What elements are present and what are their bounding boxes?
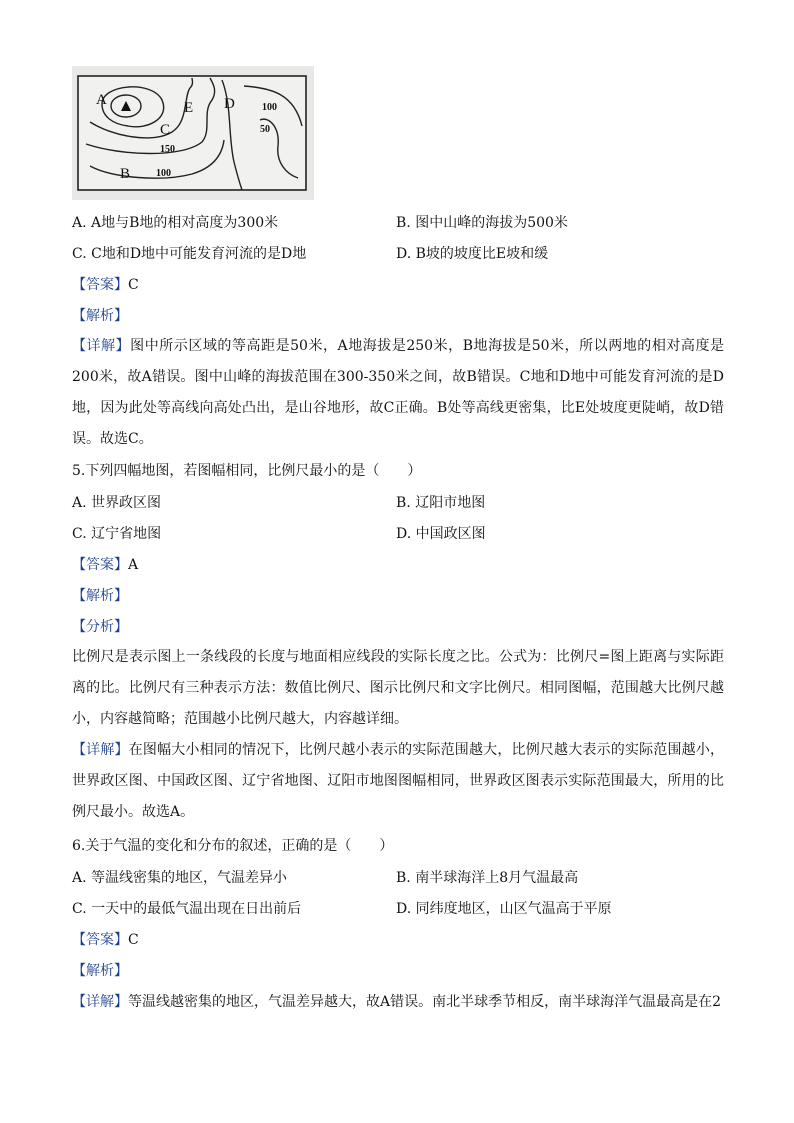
point-label-b: B xyxy=(120,166,131,182)
answer-tag: 【答案】 xyxy=(72,932,128,948)
q6-detail xyxy=(72,993,732,1011)
analysis-tag: 【解析】 xyxy=(72,308,128,324)
point-label-a: A xyxy=(96,92,107,108)
detail-text: 在图幅大小相同的情况下，比例尺越小表示的实际范围越大，比例尺越大表示的实际范围越小，世界政区图、中国政区图、辽宁省地图、辽阳市地图图幅相同，世界政区图表示实际范围最大，所用的比例尺最小。故选A。 xyxy=(72,742,725,820)
q5-detail xyxy=(72,735,724,828)
contour-label-100-left: 100 xyxy=(156,168,171,179)
q6-answer xyxy=(72,931,139,949)
q5-option-a: A. 世界政区图 xyxy=(72,495,162,511)
q4-analysis-tag xyxy=(72,307,128,325)
q6-option-a: A. 等温线密集的地区，气温差异小 xyxy=(72,870,288,886)
q4-option-c: C. C地和D地中可能发育河流的是D地 xyxy=(72,246,307,262)
q4-option-b: B. 图中山峰的海拔为500米 xyxy=(396,215,568,231)
detail-text: 等温线越密集的地区，气温差异越大，故A错误。南北半球季节相反，南半球海洋气温最高是在2 xyxy=(128,994,722,1010)
q5-fenxi: 比例尺是表示图上一条线段的长度与地面相应线段的实际长度之比。公式为：比例尺=图上距离与实际距离的比。比例尺有三种表示方法：数值比例尺、图示比例尺和文字比例尺。相同图幅，范围越大比例尺越小，内容越简略；范围越小比例尺越大，内容越详细。 xyxy=(72,649,724,727)
q6-analysis-tag xyxy=(72,962,128,980)
contour-map-figure xyxy=(72,66,314,200)
q6-option-c: C. 一天中的最低气温出现在日出前后 xyxy=(72,901,302,917)
q5-option-d: D. 中国政区图 xyxy=(396,526,486,542)
q5-analysis-tag xyxy=(72,587,128,605)
answer-tag: 【答案】 xyxy=(72,277,128,293)
answer-value: C xyxy=(128,277,139,293)
analysis-tag: 【解析】 xyxy=(72,588,128,604)
q4-option-d: D. B坡的坡度比E坡和缓 xyxy=(396,246,549,262)
detail-tag: 【详解】 xyxy=(72,338,131,354)
q5-fenxi-tag xyxy=(72,618,128,636)
answer-value: C xyxy=(128,932,139,948)
q5-option-b: B. 辽阳市地图 xyxy=(396,495,486,511)
q4-answer xyxy=(72,276,139,294)
fenxi-tag: 【分析】 xyxy=(72,619,128,635)
q6-option-d: D. 同纬度地区，山区气温高于平原 xyxy=(396,901,612,917)
q5-option-c: C. 辽宁省地图 xyxy=(72,526,162,542)
q5-question: 5.下列四幅地图，若图幅相同，比例尺最小的是（ ） xyxy=(72,463,422,479)
q5-answer xyxy=(72,556,138,574)
contour-label-100-right: 100 xyxy=(262,102,277,113)
detail-text: 图中所示区域的等高距是50米，A地海拔是250米，B地海拔是50米，所以两地的相对高度是200米，故A错误。图中山峰的海拔范围在300-350米之间，故B错误。C地和D地中可能发育河流的是D地，因为此处等高线向高处凸出，是山谷地形，故C正确。B处等高线更密集，比E处坡度更陡峭，故D错误。故选C。 xyxy=(72,338,725,447)
contour-label-50: 50 xyxy=(260,124,270,135)
q6-question: 6.关于气温的变化和分布的叙述，正确的是（ ） xyxy=(72,838,394,854)
q6-option-b: B. 南半球海洋上8月气温最高 xyxy=(396,870,579,886)
q4-detail xyxy=(72,331,724,455)
detail-tag: 【详解】 xyxy=(72,994,128,1010)
contour-label-150: 150 xyxy=(160,144,175,155)
point-label-e: E xyxy=(184,100,194,116)
answer-tag: 【答案】 xyxy=(72,557,128,573)
detail-tag: 【详解】 xyxy=(72,742,129,758)
point-label-c: C xyxy=(160,122,171,138)
point-label-d: D xyxy=(224,96,235,112)
contour-map xyxy=(72,66,314,200)
analysis-tag: 【解析】 xyxy=(72,963,128,979)
q4-option-a: A. A地与B地的相对高度为300米 xyxy=(72,215,279,231)
answer-value: A xyxy=(128,557,139,573)
